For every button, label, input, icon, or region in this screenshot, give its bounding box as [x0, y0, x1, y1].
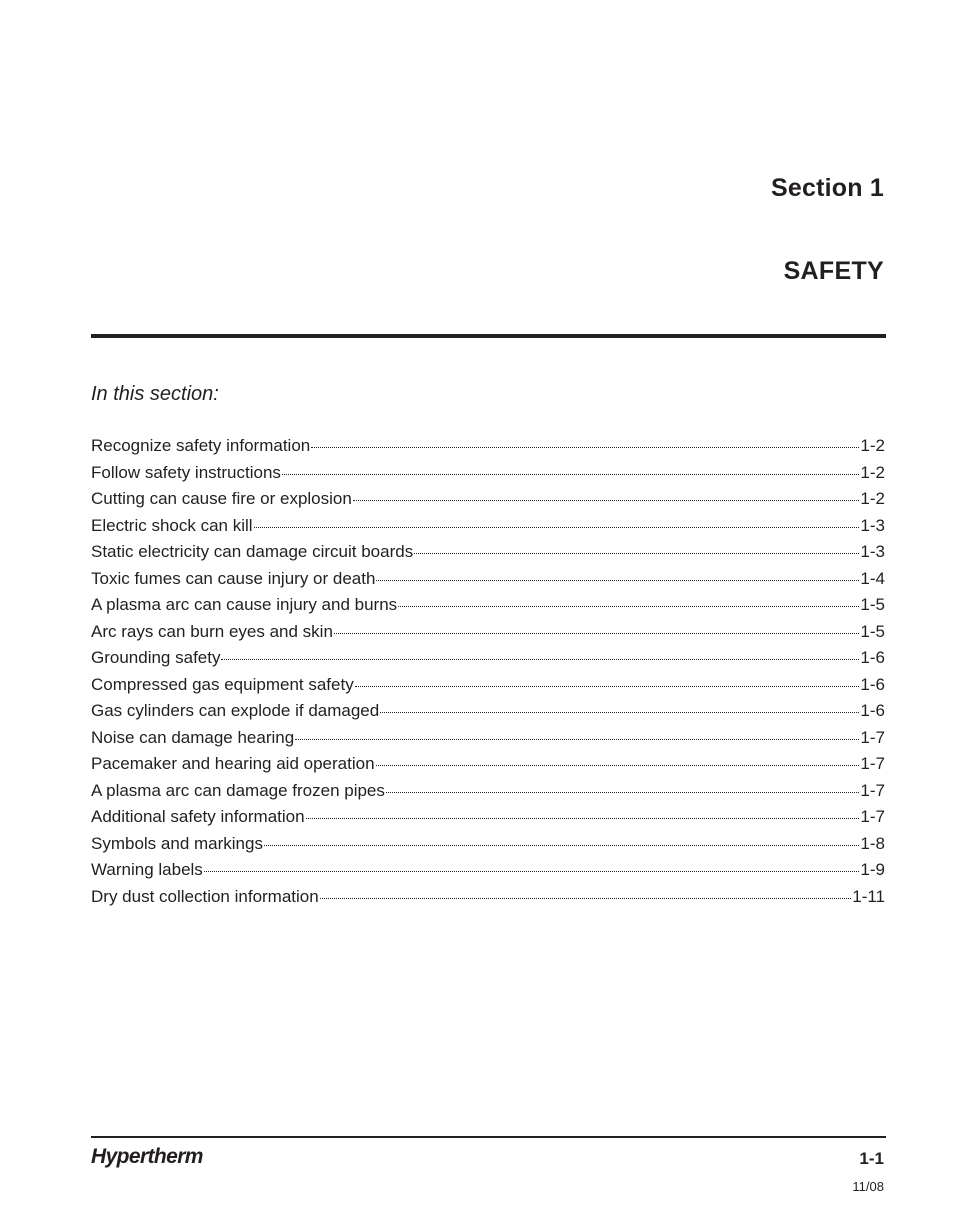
section-title: SAFETY [783, 257, 884, 285]
toc-entry-label: Symbols and markings [91, 833, 263, 853]
toc-entry[interactable] [91, 620, 885, 647]
toc-leader [380, 699, 859, 716]
toc-leader [221, 646, 859, 663]
toc-entry-page: 1-2 [860, 436, 885, 455]
toc-entry-page: 1-2 [860, 489, 885, 508]
toc-entry[interactable] [91, 487, 885, 514]
toc-entry[interactable] [91, 805, 885, 832]
section-number: Section 1 [771, 174, 884, 202]
toc-entry-page: 1-7 [860, 754, 885, 773]
header-divider [91, 334, 886, 338]
toc-leader [264, 832, 859, 849]
toc-entry-page: 1-7 [860, 727, 885, 747]
toc-entry-page: 1-4 [860, 568, 885, 588]
toc-leader [306, 805, 860, 822]
section-intro: In this section: [91, 383, 219, 405]
toc-entry[interactable] [91, 885, 885, 912]
toc-entry[interactable] [91, 726, 885, 753]
toc-entry-page: 1-5 [860, 595, 885, 614]
toc-leader [398, 593, 859, 610]
brand-logo: Hypertherm [91, 1145, 203, 1168]
toc-entry-page: 1-7 [860, 780, 885, 800]
toc-entry-page: 1-6 [860, 648, 885, 667]
toc-entry-label: Compressed gas equipment safety [91, 674, 354, 694]
toc-leader [414, 540, 859, 557]
toc-entry-label: Follow safety instructions [91, 462, 281, 482]
toc-entry-label: Dry dust collection information [91, 886, 319, 906]
toc-leader [334, 620, 860, 637]
toc-entry-page: 1-11 [852, 886, 885, 906]
toc-leader [282, 461, 860, 478]
toc-entry-label: Cutting can cause fire or explosion [91, 489, 352, 508]
toc-entry-page: 1-9 [860, 860, 885, 879]
toc-entry[interactable] [91, 593, 885, 620]
toc-entry[interactable] [91, 567, 885, 594]
toc-leader [355, 673, 860, 690]
toc-leader [376, 567, 859, 584]
table-of-contents [91, 434, 885, 911]
toc-entry-label: Electric shock can kill [91, 515, 253, 535]
toc-entry-label: Static electricity can damage circuit boards [91, 542, 414, 561]
revision-date: 11/08 [852, 1179, 884, 1194]
toc-entry[interactable] [91, 752, 885, 779]
toc-entry-label: Additional safety information [91, 807, 305, 826]
toc-entry[interactable] [91, 832, 885, 859]
toc-entry-page: 1-8 [860, 833, 885, 853]
toc-entry-label: A plasma arc can cause injury and burns [91, 595, 398, 614]
toc-leader [254, 514, 860, 531]
toc-entry-label: Arc rays can burn eyes and skin [91, 621, 333, 641]
toc-entry-label: A plasma arc can damage frozen pipes [91, 780, 385, 800]
toc-entry-label: Gas cylinders can explode if damaged [91, 701, 380, 720]
page-number: 1-1 [859, 1149, 884, 1168]
toc-leader [295, 726, 859, 743]
toc-entry[interactable] [91, 858, 885, 885]
toc-entry-page: 1-7 [860, 807, 885, 826]
toc-entry-label: Recognize safety information [91, 436, 311, 455]
toc-entry-label: Toxic fumes can cause injury or death [91, 568, 376, 588]
toc-entry[interactable] [91, 434, 885, 461]
toc-entry[interactable] [91, 699, 885, 726]
toc-leader [386, 779, 860, 796]
toc-leader [204, 858, 860, 875]
toc-entry-label: Warning labels [91, 860, 203, 879]
toc-entry-label: Pacemaker and hearing aid operation [91, 754, 375, 773]
toc-entry-page: 1-3 [860, 515, 885, 535]
toc-entry-page: 1-3 [860, 542, 885, 561]
footer-divider [91, 1136, 886, 1138]
toc-entry-label: Grounding safety [91, 648, 221, 667]
toc-entry-label: Noise can damage hearing [91, 727, 295, 747]
toc-entry[interactable] [91, 514, 885, 541]
toc-entry-page: 1-5 [860, 621, 885, 641]
toc-entry[interactable] [91, 673, 885, 700]
toc-entry-page: 1-6 [860, 701, 885, 720]
toc-leader [353, 487, 860, 504]
toc-entry-page: 1-6 [860, 674, 885, 694]
toc-entry-page: 1-2 [860, 462, 885, 482]
toc-leader [311, 434, 859, 451]
toc-entry[interactable] [91, 540, 885, 567]
toc-leader [376, 752, 860, 769]
toc-entry[interactable] [91, 461, 885, 488]
toc-entry[interactable] [91, 779, 885, 806]
toc-leader [320, 885, 852, 902]
toc-entry[interactable] [91, 646, 885, 673]
